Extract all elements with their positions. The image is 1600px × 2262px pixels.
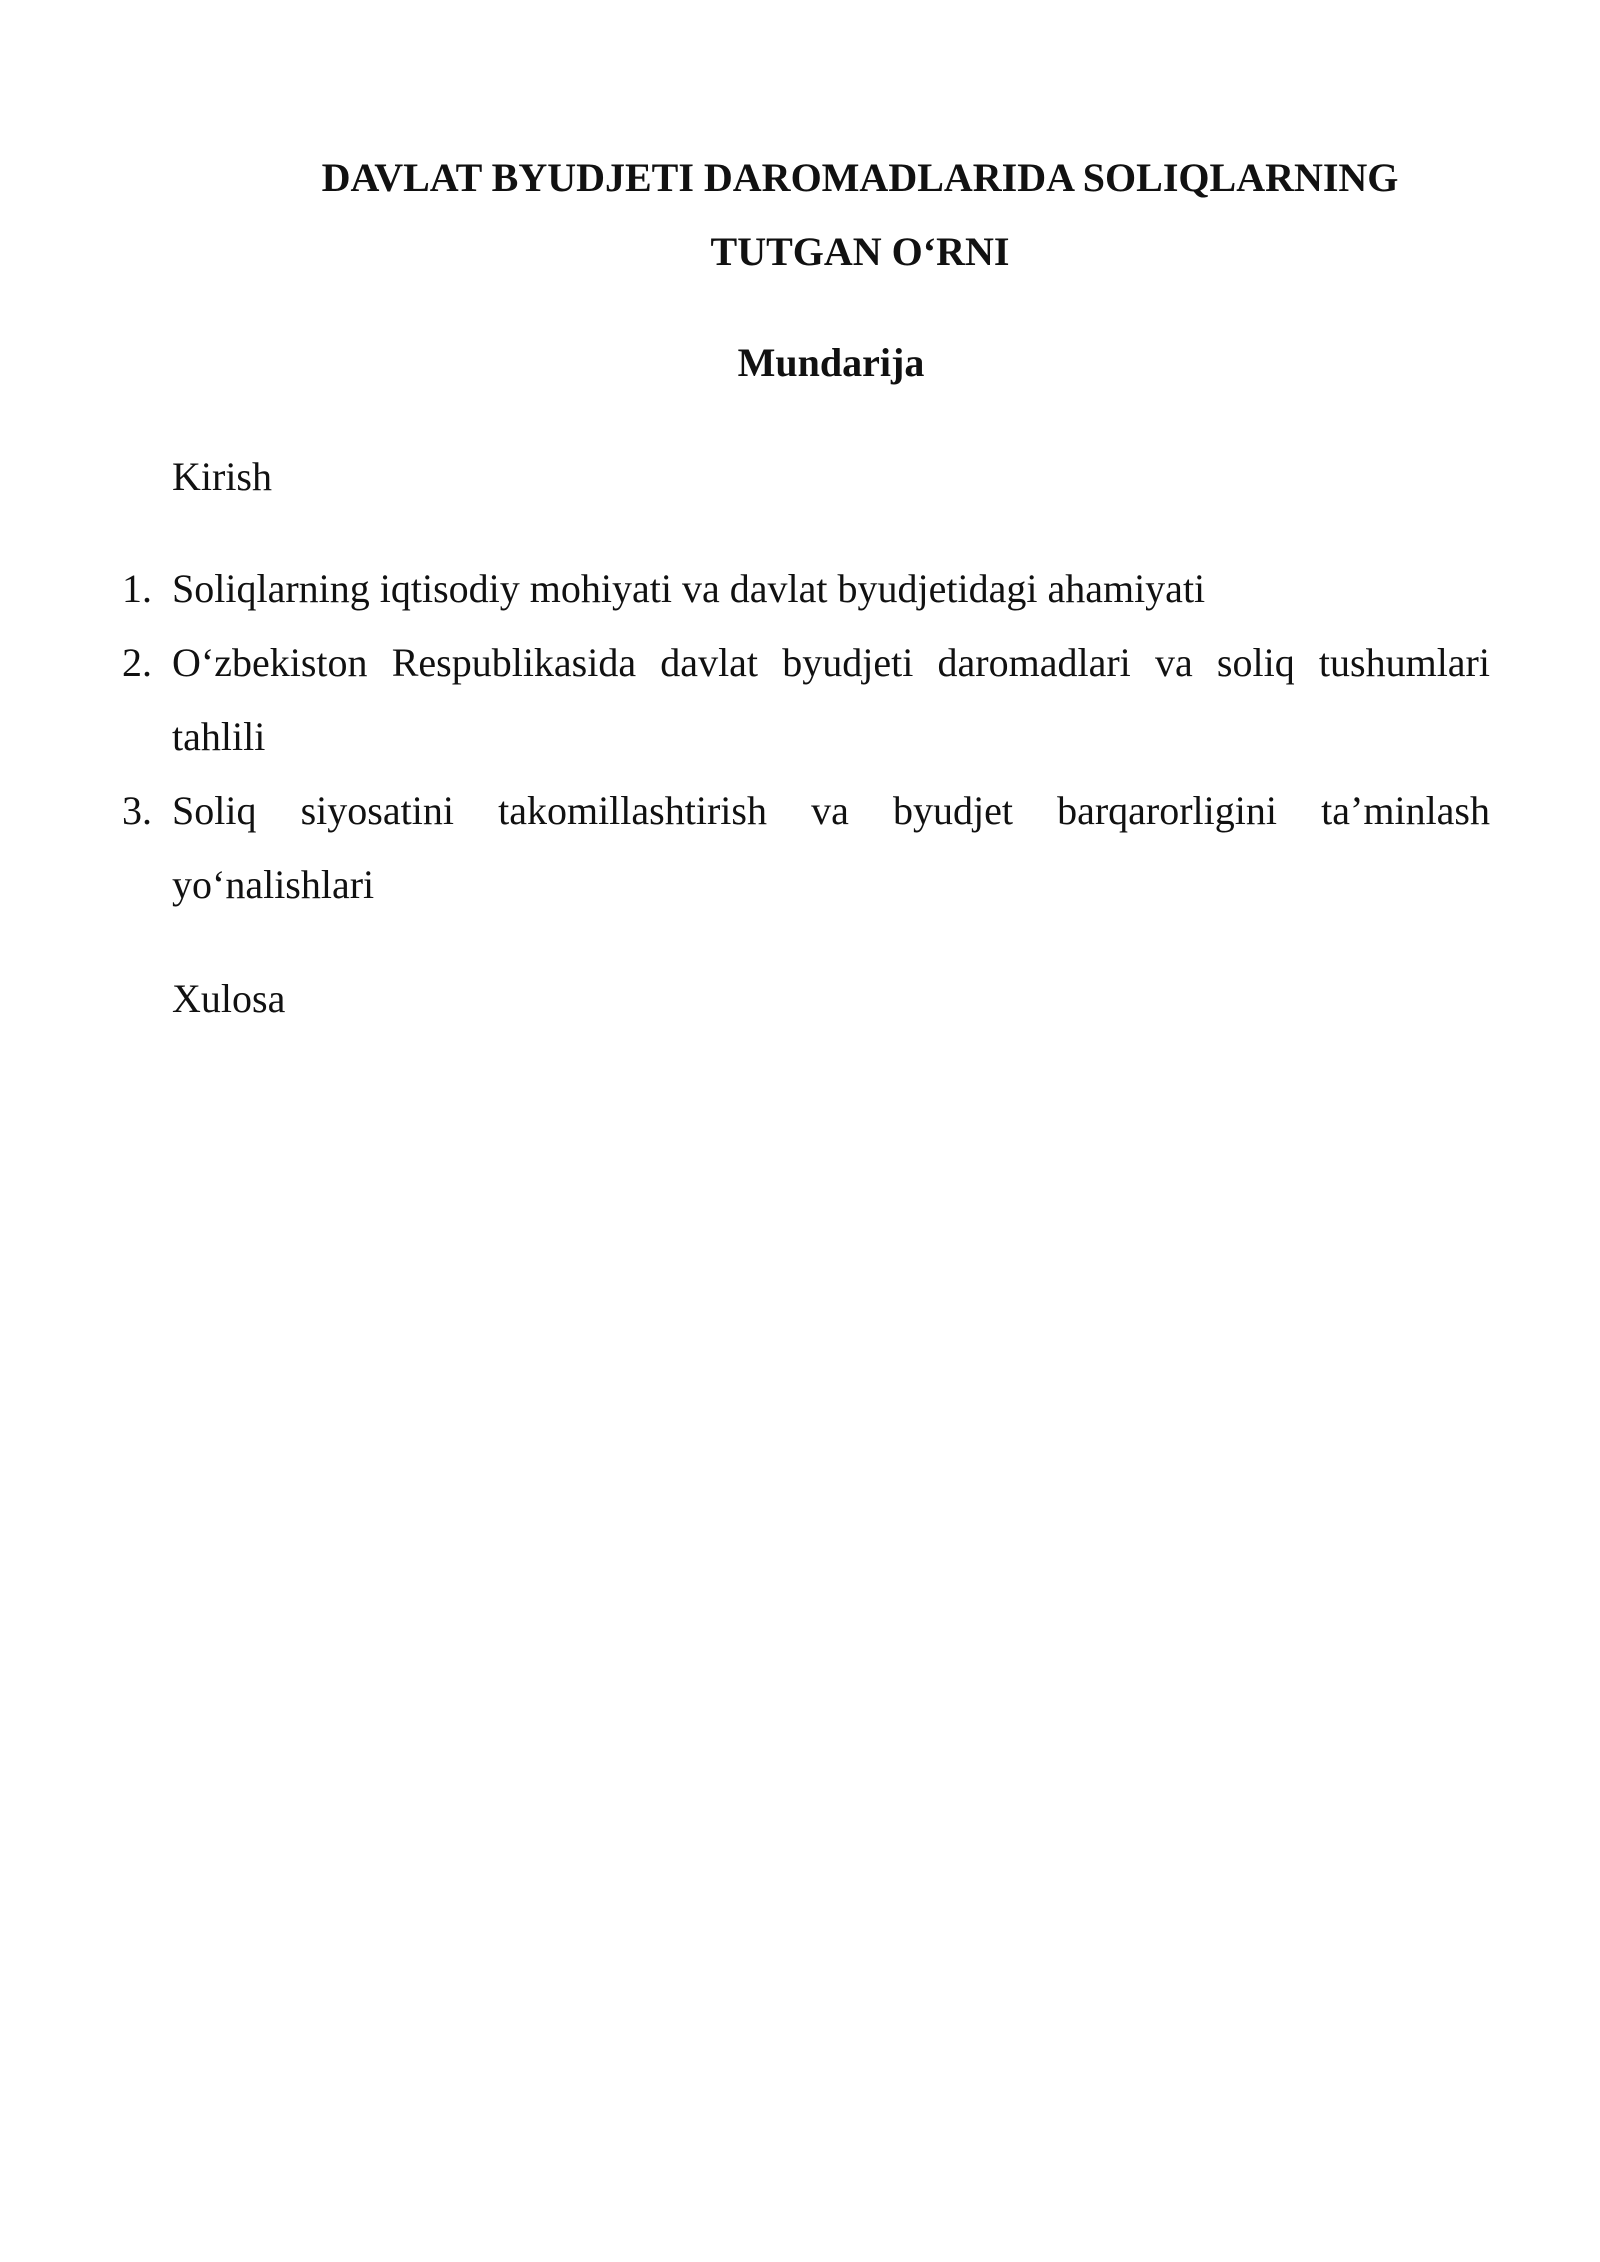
toc-item-text: O‘zbekiston Respublikasida davlat byudjeti daromadlari va soliq tushumlari tahlili xyxy=(172,640,1490,759)
toc-item-text: Soliq siyosatini takomillashtirish va byudjet barqarorligini ta’minlash yo‘nalishlari xyxy=(172,788,1490,907)
document-title-line2: TUTGAN O‘RNI xyxy=(710,229,1010,274)
toc-item-number: 3. xyxy=(122,788,152,833)
toc-heading: Mundarija xyxy=(737,340,925,385)
toc-item xyxy=(0,626,1600,774)
toc-list xyxy=(0,552,1600,922)
toc-item-conclusion: Xulosa xyxy=(172,976,286,1021)
toc-item-number: 1. xyxy=(122,566,152,611)
toc-item xyxy=(0,774,1600,922)
document-title-line1: DAVLAT BYUDJETI DAROMADLARIDA SOLIQLARNING xyxy=(321,155,1399,200)
toc-item-intro: Kirish xyxy=(172,454,272,499)
toc-item-number: 2. xyxy=(122,640,152,685)
toc-item xyxy=(0,552,1600,626)
toc-item-text: Soliqlarning iqtisodiy mohiyati va davlat byudjetidagi ahamiyati xyxy=(172,566,1206,611)
